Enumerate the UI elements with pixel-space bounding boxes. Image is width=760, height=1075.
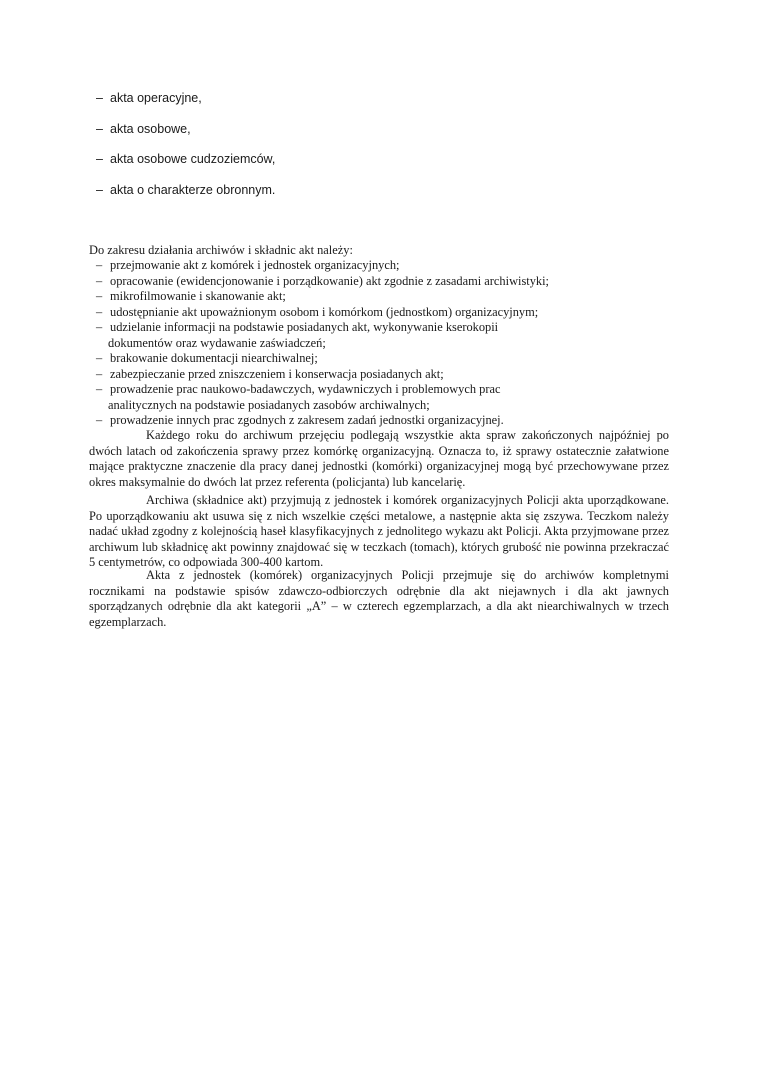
dash-marker: – [96, 152, 103, 167]
list-item [96, 119, 275, 150]
list-item [96, 289, 549, 305]
list-item [96, 180, 275, 211]
dash-marker: – [96, 273, 103, 288]
paragraph [89, 568, 669, 630]
list-item-text: akta o charakterze obronnym. [110, 183, 276, 198]
paragraph-text: Archiwa (składnice akt) przyjmują z jednostek i komórek organizacyjnych Policji akta uporządkowane. Po uporządkowaniu akt usuwa się z nich wszelkie części metalowe, a następnie akta się zszywa. Teczkom należy nadać układ zgodny z kolejnością haseł klasyfikacyjnych z jednolitego wykazu akt Policji. Akta przyjmowane przez archiwum lub składnicę akt powinny znajdować się w teczkach (tomach), których grubość nie powinna przekraczać 5 centymetrów, co odpowiada 300-400 kartom. [89, 493, 669, 570]
dash-marker: – [96, 289, 103, 303]
list-item [96, 367, 549, 383]
paragraph [89, 493, 669, 571]
list-item [96, 320, 549, 351]
list-item-text: udzielanie informacji na podstawie posiadanych akt, wykonywanie kserokopii [110, 320, 499, 334]
dash-marker: – [96, 351, 103, 365]
list-item [96, 382, 549, 413]
list-item [96, 305, 549, 321]
list-item-text: akta operacyjne, [110, 91, 202, 105]
duties-intro: Do zakresu działania archiwów i składnic akt należy: [89, 243, 353, 257]
dash-marker: – [96, 413, 103, 427]
dash-marker: – [96, 258, 103, 272]
dash-marker: – [96, 304, 103, 319]
list-item [96, 149, 275, 180]
dash-marker: – [96, 91, 103, 105]
list-item-text: prowadzenie innych prac zgodnych z zakresem zadań jednostki organizacyjnej. [110, 413, 504, 427]
list-item-continuation: dokumentów oraz wydawanie zaświadczeń; [108, 335, 326, 350]
list-item-text: prowadzenie prac naukowo-badawczych, wydawniczych i problemowych prac [110, 382, 501, 396]
records-type-list [96, 88, 275, 211]
list-item-text: przejmowanie akt z komórek i jednostek organizacyjnych; [110, 258, 400, 272]
paragraph-text: Akta z jednostek (komórek) organizacyjnych Policji przejmuje się do archiwów kompletnymi rocznikami na podstawie spisów zdawczo-odbiorczych odrębnie dla akt niejawnych i dla akt jawnych sporządzanych odrębnie dla akt kategorii „A” – w czterech egzemplarzach, a dla akt niearchiwalnych w trzech egzemplarzach. [89, 568, 669, 629]
duties-list [96, 258, 549, 429]
paragraph-text: Każdego roku do archiwum przejęciu podlegają wszystkie akta spraw zakończonych najpóźniej po dwóch latach od zakończenia sprawy przez komórkę organizacyjną. Oznacza to, iż sprawy ostatecznie załatwione mające praktyczne znaczenie dla pracy danej jednostki (komórki) organizacyjnej mogą być przechowywane przez okres maksymalnie do dwóch lat przez referenta (policjanta) lub kancelarię. [89, 428, 669, 489]
dash-marker: – [96, 366, 103, 381]
dash-marker: – [96, 183, 103, 198]
list-item [96, 351, 549, 367]
list-item [96, 258, 549, 274]
list-item-text: akta osobowe cudzoziemców, [110, 152, 276, 167]
list-item-text: brakowanie dokumentacji niearchiwalnej; [110, 351, 318, 365]
list-item [96, 88, 275, 119]
list-item-text: zabezpieczanie przed zniszczeniem i konserwacja posiadanych akt; [110, 366, 444, 381]
list-item-continuation: analitycznych na podstawie posiadanych zasobów archiwalnych; [108, 397, 430, 412]
paragraph [89, 428, 669, 490]
list-item-text: udostępnianie akt upoważnionym osobom i komórkom (jednostkom) organizacyjnym; [110, 304, 539, 319]
list-item-text: opracowanie (ewidencjonowanie i porządkowanie) akt zgodnie z zasadami archiwistyki; [110, 273, 550, 288]
list-item [96, 413, 549, 429]
list-item [96, 274, 549, 290]
list-item-text: akta osobowe, [110, 121, 191, 136]
dash-marker: – [96, 382, 103, 396]
dash-marker: – [96, 320, 103, 334]
list-item-text: mikrofilmowanie i skanowanie akt; [110, 289, 286, 303]
dash-marker: – [96, 121, 103, 136]
